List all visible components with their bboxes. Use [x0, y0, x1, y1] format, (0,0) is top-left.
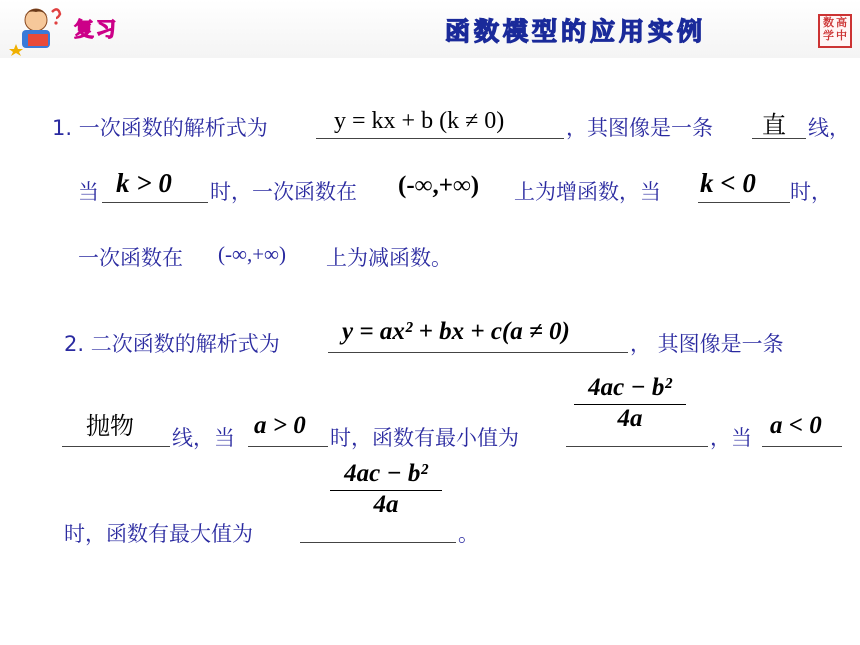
- q2-text-2: ， 其图像是一条: [630, 332, 784, 356]
- q2-max-blank: [300, 516, 456, 543]
- q1-interval-inc: (-∞,+∞): [398, 172, 480, 199]
- q1-text-3: 线，: [808, 116, 850, 140]
- q1-cond-neg: k < 0: [700, 168, 756, 198]
- q1-text-5: 上为增函数，当: [514, 180, 661, 204]
- q1-interval-dec: (-∞,+∞): [218, 242, 287, 266]
- q1-text-7: 一次函数在: [78, 246, 183, 270]
- q1-cond-pos: k > 0: [116, 168, 172, 198]
- q2-max-numerator: 4ac − b²: [344, 460, 428, 487]
- q2-min-denominator: 4a: [617, 405, 643, 432]
- q1-text-when: 当: [78, 180, 99, 204]
- q1-line-1: [52, 112, 268, 142]
- header-bar: [0, 0, 860, 58]
- q2-shape-word: 抛物: [86, 412, 134, 440]
- q2-text-3: 线，当: [172, 426, 235, 450]
- q1-line-word: 直: [762, 111, 786, 139]
- q2-text-4: 时，函数有最小值为: [330, 426, 519, 450]
- student-reading-icon: [8, 4, 68, 56]
- q1-text-2: ，其图像是一条: [566, 116, 713, 140]
- review-badge: 复习: [74, 17, 118, 41]
- q1-text-1: 1. 一次函数的解析式为: [52, 116, 268, 140]
- q1-formula: y = kx + b (k ≠ 0): [334, 108, 505, 134]
- page-title: 函数模型的应用实例: [445, 17, 707, 46]
- q2-max-fraction: [330, 460, 442, 519]
- q1-text-8: 上为减函数。: [326, 246, 452, 270]
- q2-text-7: 。: [458, 522, 479, 546]
- q2-max-denominator: 4a: [373, 491, 399, 518]
- q2-min-fraction: [574, 374, 686, 433]
- q2-shape-blank: [62, 420, 170, 447]
- q2-formula: y = ax² + bx + c(a ≠ 0): [342, 318, 570, 345]
- q2-cond-neg: a < 0: [770, 412, 822, 439]
- q1-text-6: 时，: [790, 180, 832, 204]
- q1-text-4: 时，一次函数在: [210, 180, 357, 204]
- q2-text-6: 时，函数有最大值为: [64, 522, 253, 546]
- q2-min-numerator: 4ac − b²: [588, 374, 672, 401]
- q2-text-1: 2. 二次函数的解析式为: [64, 332, 280, 356]
- q2-text-5: ，当: [710, 426, 752, 450]
- q2-cond-pos: a > 0: [254, 412, 306, 439]
- subject-stamp: 数 高 学 中: [818, 14, 852, 48]
